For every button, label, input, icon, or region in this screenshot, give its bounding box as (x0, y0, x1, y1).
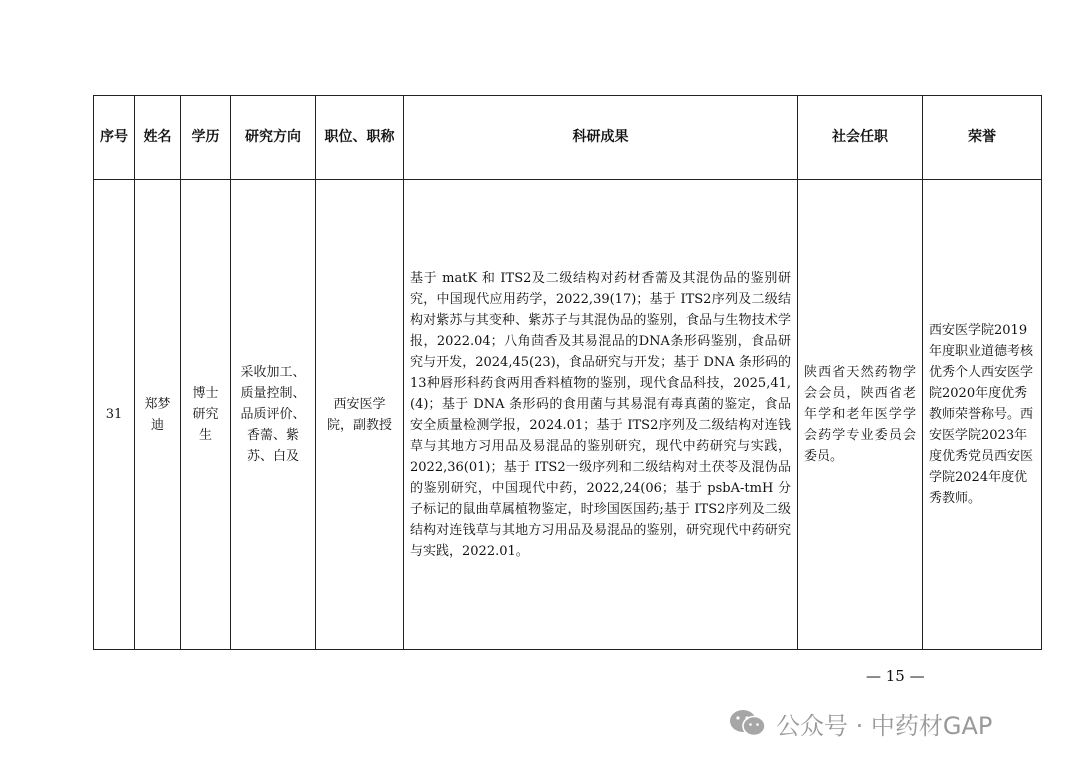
cell-position: 西安医学院，副教授 (316, 180, 404, 650)
cell-social: 陕西省天然药物学会会员，陕西省老年学和老年医学学会药学专业委员会委员。 (798, 180, 923, 650)
header-honors: 荣誉 (923, 96, 1042, 180)
header-achievements: 科研成果 (404, 96, 798, 180)
header-index: 序号 (94, 96, 135, 180)
cell-honors: 西安医学院2019年度职业道德考核优秀个人西安医学院2020年度优秀教师荣誉称号。西安医学院2023年度优秀党员西安医学院2024年度优秀教师。 (923, 180, 1042, 650)
header-education: 学历 (181, 96, 231, 180)
table-header-row (94, 96, 1042, 180)
cell-achievements: 基于 matK 和 ITS2及二级结构对药材香薷及其混伪品的鉴别研究，中国现代应用药学，2022,39(17)；基于 ITS2序列及二级结构对紫苏与其变种、紫苏子与其混伪品的鉴别，食品与生物技术学报，2022.04；八角茴香及其易混品的DNA条形码鉴别，食品研究与开发，2024,45(23)，食品研究与开发；基于 DNA 条形码的13种唇形科药食两用香料植物的鉴别，现代食品科技，2025,41,(4)；基于 DNA 条形码的食用菌与其易混有毒真菌的鉴定，食品安全质量检测学报，2024.01；基于 ITS2序列及二级结构对连钱草与其地方习用品及易混品的鉴别研究，现代中药研究与实践，2022,36(01)；基于 ITS2一级序列和二级结构对土茯苓及混伪品的鉴别研究，中国现代中药，2022,24(06；基于 psbA-tmH 分子标记的鼠曲草属植物鉴定，时珍国医国药;基于 ITS2序列及二级结构对连钱草与其地方习用品及易混品的鉴别，研究现代中药研究与实践，2022.01。 (404, 180, 798, 650)
cell-education: 博士研究生 (181, 180, 231, 650)
header-social: 社会任职 (798, 96, 923, 180)
watermark-text: 公众号 · 中药材GAP (776, 711, 993, 740)
cell-index: 31 (94, 180, 135, 650)
header-position: 职位、职称 (316, 96, 404, 180)
page-number: — 15 — (866, 667, 925, 685)
header-name: 姓名 (135, 96, 181, 180)
data-table (93, 95, 1042, 650)
cell-research: 采收加工、质量控制、品质评价、香薷、紫苏、白及 (231, 180, 316, 650)
cell-name: 郑梦迪 (135, 180, 181, 650)
table-row (94, 180, 1042, 650)
wechat-icon (728, 708, 768, 738)
watermark (728, 706, 992, 740)
header-research: 研究方向 (231, 96, 316, 180)
